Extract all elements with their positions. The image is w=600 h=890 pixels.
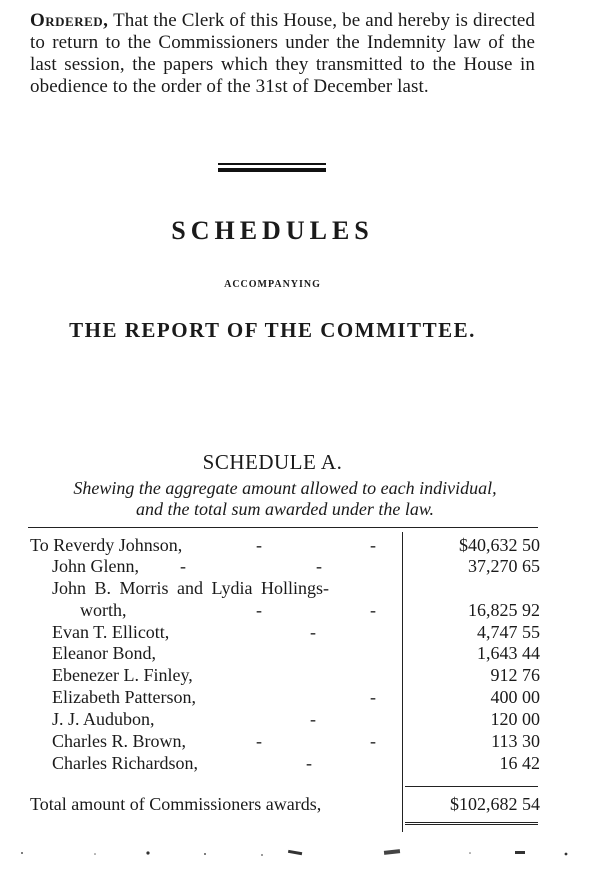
total-label: Total amount of Commissioners awards,: [30, 794, 322, 814]
order-paragraph: [30, 10, 535, 98]
row-amount: 4,747 55: [477, 622, 540, 642]
report-title: THE REPORT OF THE COMMITTEE.: [69, 318, 476, 342]
row-leader: -: [256, 731, 262, 751]
schedule-description-line-1: Shewing the aggregate amount allowed to each individual,: [73, 478, 497, 498]
row-amount: 912 76: [490, 665, 540, 685]
schedule-heading: SCHEDULE A.: [202, 450, 343, 474]
print-specks: [0, 845, 600, 865]
table-row: [0, 709, 540, 729]
row-amount: 16 42: [499, 753, 540, 773]
row-leader: -: [306, 753, 312, 773]
table-row: [0, 687, 540, 707]
row-name: Charles R. Brown,: [52, 731, 186, 751]
row-leader: -: [370, 731, 376, 751]
section-rule: [218, 163, 326, 172]
row-name: worth,: [80, 600, 127, 620]
row-name: Evan T. Ellicott,: [52, 622, 170, 642]
row-amount: 113 30: [491, 731, 540, 751]
row-leader: -: [316, 556, 322, 576]
row-leader: -: [310, 622, 316, 642]
row-leader: -: [256, 600, 262, 620]
row-name: Ebenezer L. Finley,: [52, 665, 193, 685]
row-leader: -: [370, 687, 376, 707]
table-row: [0, 622, 540, 642]
table-top-rule: [28, 527, 538, 528]
row-leader: -: [180, 556, 186, 576]
schedule-description-line-2: and the total sum awarded under the law.: [136, 499, 434, 519]
row-name: Elizabeth Patterson,: [52, 687, 196, 707]
table-row: [0, 731, 540, 751]
row-name: Charles Richardson,: [52, 753, 198, 773]
ordered-lead: Ordered,: [30, 10, 109, 31]
page-title: SCHEDULES: [171, 216, 374, 245]
row-amount: 16,825 92: [468, 600, 540, 620]
table-row: [0, 665, 540, 685]
row-amount: 1,643 44: [477, 643, 540, 663]
row-leader: -: [256, 535, 262, 555]
row-name: Eleanor Bond,: [52, 643, 156, 663]
total-rule-top: [405, 786, 538, 787]
total-rule-bottom: [405, 822, 538, 825]
row-amount: 120 00: [490, 709, 540, 729]
row-leader: -: [310, 709, 316, 729]
table-row: [0, 643, 540, 663]
table-row: [0, 600, 540, 620]
table-row: [0, 556, 540, 576]
row-leader: -: [370, 535, 376, 555]
row-leader: -: [370, 600, 376, 620]
row-amount: 400 00: [490, 687, 540, 707]
order-text: That the Clerk of this House, be and hereby is directed to return to the Commissioners under the Indemnity law of the last session, the papers which they transmitted to the House in obedience to the order of the 31st of December last.: [30, 10, 535, 97]
row-amount: $40,632 50: [459, 535, 540, 555]
table-row: [0, 535, 540, 555]
row-name: John Glenn,: [52, 556, 139, 576]
schedule-description: [30, 478, 540, 520]
row-name: John B. Morris and Lydia Hollings-: [52, 578, 329, 598]
table-row: [0, 578, 540, 598]
row-amount: 37,270 65: [468, 556, 540, 576]
accompanying-label: ACCOMPANYING: [224, 279, 321, 290]
row-name: To Reverdy Johnson,: [30, 535, 183, 555]
row-name: J. J. Audubon,: [52, 709, 155, 729]
table-row: [0, 753, 540, 773]
total-value: $102,682 54: [450, 794, 540, 814]
